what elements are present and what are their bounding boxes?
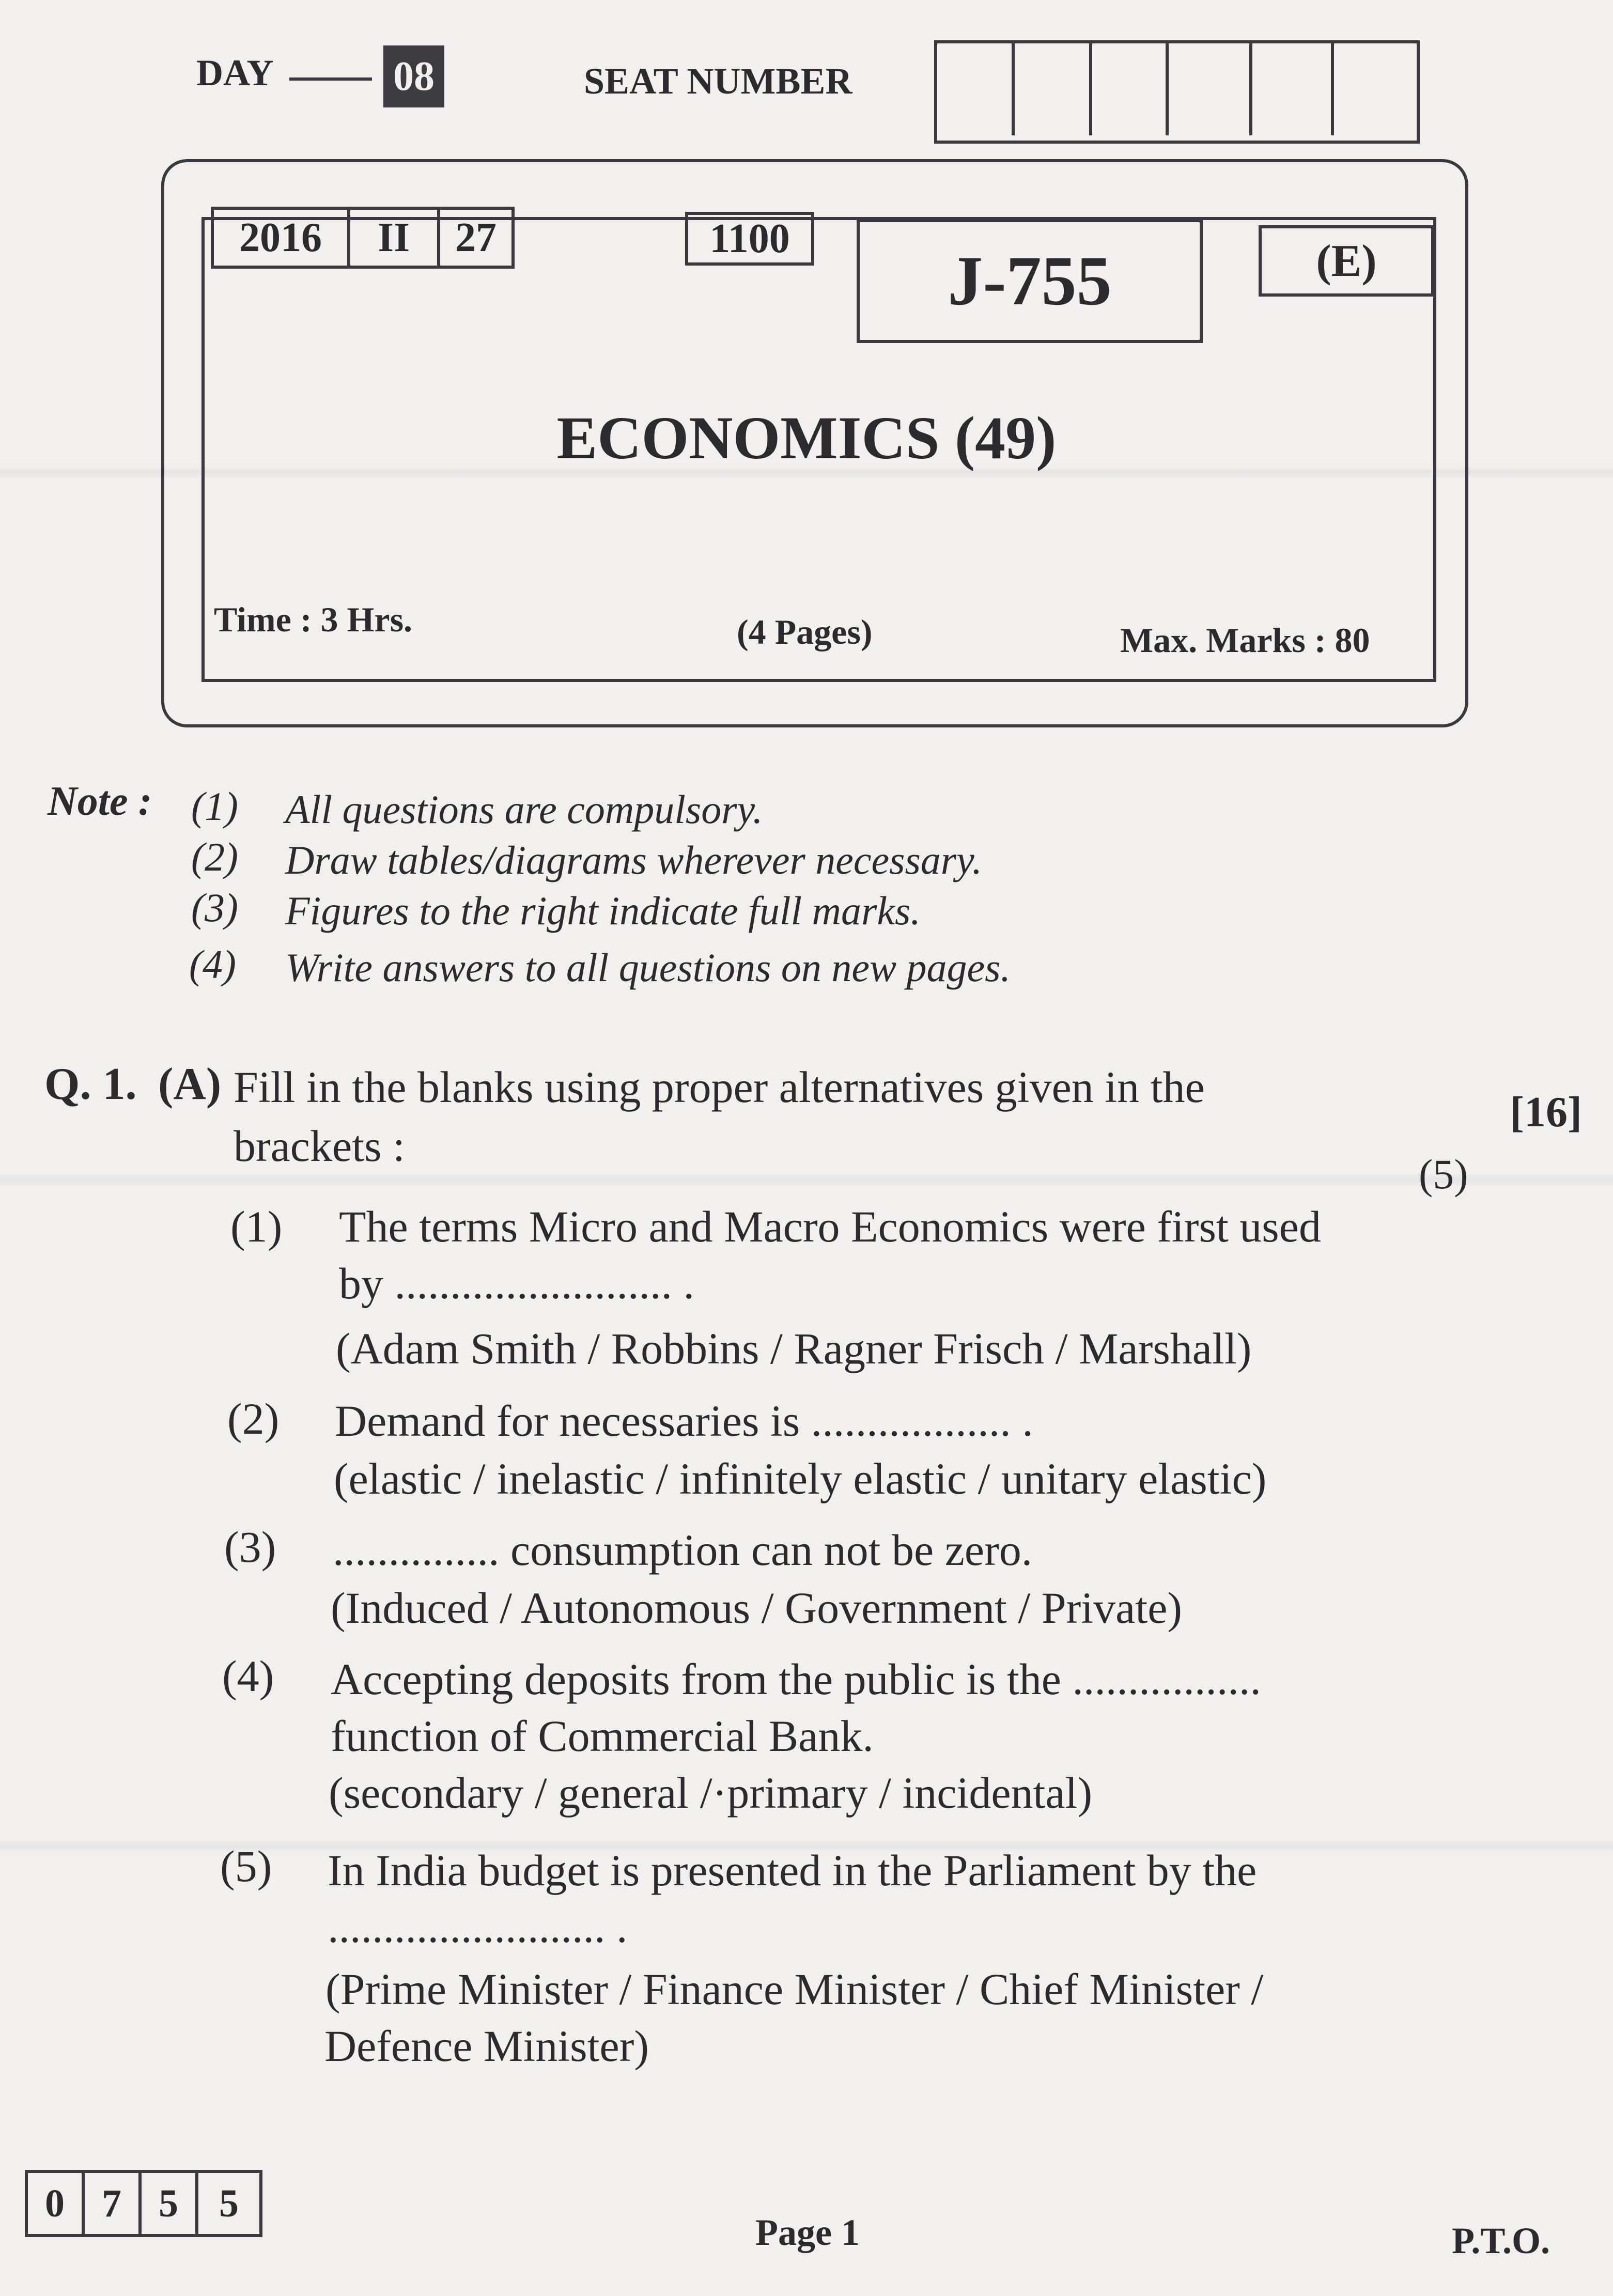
day-dash	[289, 77, 372, 81]
item-text: ............... consumption can not be zero.	[333, 1525, 1033, 1575]
seat-box-divider	[1249, 42, 1330, 135]
note-text: Write answers to all questions on new pages.	[285, 945, 1011, 990]
session-cell: II	[347, 207, 440, 269]
note-text: Figures to the right indicate full marks.	[285, 888, 921, 933]
footer-code-digit: 5	[138, 2170, 198, 2237]
question-instruction: Fill in the blanks using proper alternatives given in the	[234, 1062, 1205, 1112]
year-cell: 2016	[211, 207, 350, 269]
subject-title: ECONOMICS (49)	[556, 404, 1057, 472]
note-text: All questions are compulsory.	[285, 787, 763, 832]
item-number: (4)	[222, 1651, 274, 1701]
seat-box-divider	[1166, 42, 1246, 135]
item-text: Accepting deposits from the public is the .................	[331, 1654, 1261, 1704]
note-text: Draw tables/diagrams wherever necessary.	[285, 837, 982, 882]
item-options: (Induced / Autonomous / Government / Private)	[331, 1583, 1183, 1633]
item-options: (secondary / general /·primary / incidental)	[329, 1768, 1093, 1818]
item-text: In India budget is presented in the Parliament by the	[328, 1845, 1257, 1895]
pto-label: P.T.O.	[1452, 2220, 1550, 2261]
seat-number-label: SEAT NUMBER	[584, 60, 852, 102]
paper-fold	[0, 1173, 1613, 1187]
footer-code-digit: 7	[82, 2170, 142, 2237]
note-num: (2)	[191, 834, 238, 879]
max-marks-info: Max. Marks : 80	[1120, 620, 1370, 660]
part-marks: (5)	[1419, 1151, 1468, 1198]
date-cell: 27	[437, 207, 515, 269]
seat-box-divider	[1331, 42, 1412, 135]
item-number: (2)	[227, 1394, 280, 1444]
question-instruction: brackets :	[234, 1121, 405, 1171]
note-label: Note :	[48, 779, 152, 824]
item-number: (3)	[224, 1522, 276, 1572]
question-number: Q. 1.	[44, 1059, 137, 1109]
note-num: (4)	[189, 942, 236, 987]
item-text: by ......................... .	[339, 1259, 694, 1308]
item-options: (elastic / inelastic / infinitely elastic / unitary elastic)	[334, 1454, 1267, 1503]
footer-code-digit: 0	[25, 2170, 85, 2237]
item-text: function of Commercial Bank.	[331, 1711, 874, 1761]
item-options: (Prime Minister / Finance Minister / Chief Minister /	[325, 1964, 1264, 2014]
page-number: Page 1	[755, 2212, 860, 2253]
time-info: Time : 3 Hrs.	[214, 600, 413, 639]
day-value: 08	[383, 45, 444, 107]
total-marks: [16]	[1510, 1088, 1582, 1136]
note-num: (3)	[191, 885, 238, 930]
day-label: DAY	[196, 52, 274, 94]
pages-info: (4 Pages)	[737, 612, 873, 651]
item-number: (5)	[220, 1841, 272, 1891]
item-options: (Adam Smith / Robbins / Ragner Frisch / Marshall)	[336, 1324, 1252, 1373]
time-code-cell: 1100	[685, 212, 814, 266]
paper-code: J-755	[857, 219, 1203, 343]
footer-code-digit: 5	[195, 2170, 262, 2237]
item-text: The terms Micro and Macro Economics were first used	[339, 1202, 1321, 1251]
note-num: (1)	[191, 784, 238, 829]
item-number: (1)	[230, 1202, 283, 1251]
seat-box-divider	[1012, 42, 1092, 135]
item-text: Demand for necessaries is .................. .	[335, 1396, 1033, 1446]
question-part: (A)	[158, 1059, 222, 1109]
medium-cell: (E)	[1259, 225, 1434, 297]
item-text: ......................... .	[328, 1902, 628, 1952]
seat-box-divider	[1089, 42, 1170, 135]
item-options: Defence Minister)	[324, 2021, 649, 2071]
